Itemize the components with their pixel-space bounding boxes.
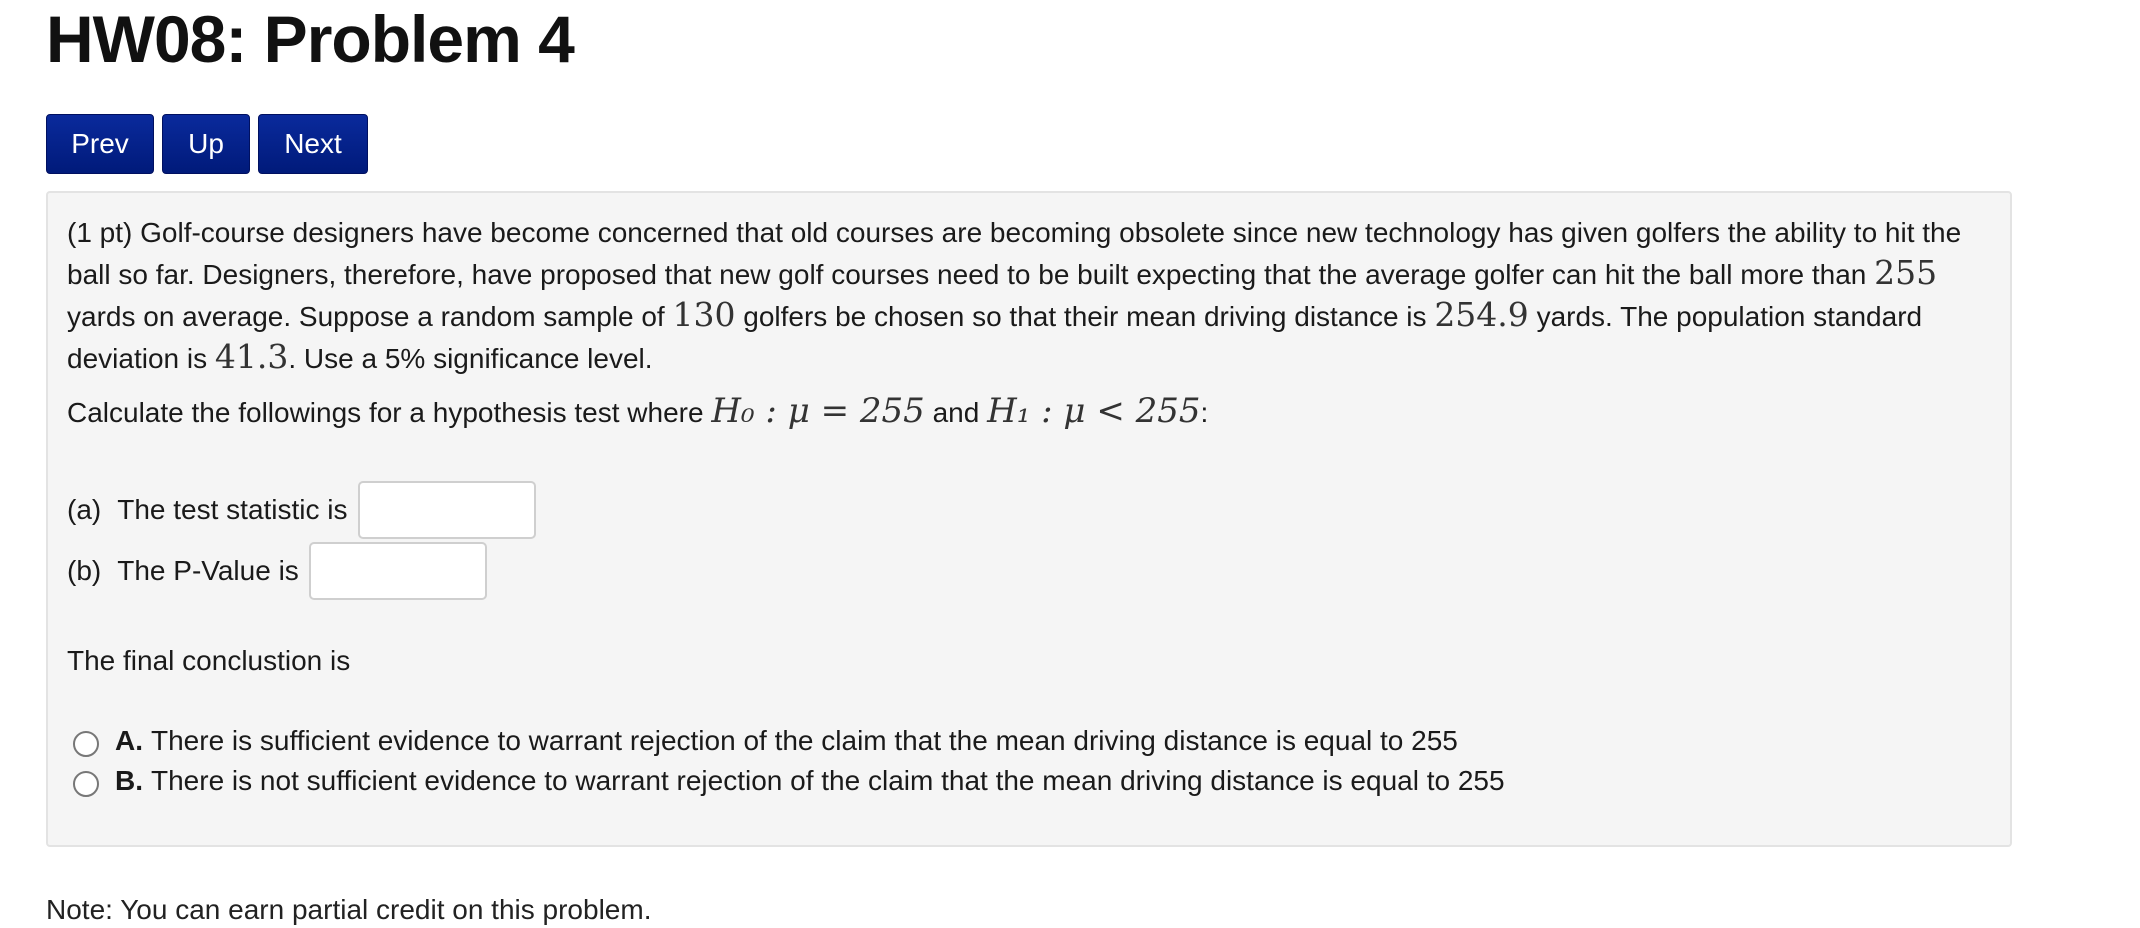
- part-b: [67, 542, 487, 600]
- calc-prefix: Calculate the followings for a hypothesis test where: [67, 397, 712, 428]
- statement-text-4: yards. The population standard deviation is: [67, 301, 1923, 374]
- problem-box: [46, 191, 2012, 847]
- part-b-text: The P-Value is: [117, 555, 299, 586]
- option-a-letter: A.: [115, 725, 143, 756]
- page-title: HW08: Problem 4: [46, 2, 574, 76]
- statement-text-1: (1 pt) Golf-course designers have become concerned that old courses are becoming obsolete since new technology has given golfers the ability to hit the ball so far. Designers, therefore, have proposed that new golf courses need to be built expecting that the average golfer can hit the ball more than: [67, 217, 1962, 290]
- p-value-input[interactable]: [309, 542, 487, 600]
- part-a: [67, 481, 536, 539]
- option-a[interactable]: [73, 723, 1458, 759]
- option-b-radio[interactable]: [73, 771, 99, 797]
- conclusion-label: The final conclustion is: [67, 645, 351, 676]
- null-hypothesis: H₀ : μ = 255: [711, 391, 925, 431]
- option-b[interactable]: [73, 763, 1505, 799]
- next-button[interactable]: Next: [258, 114, 368, 174]
- option-b-text: There is not sufficient evidence to warrant rejection of the claim that the mean driving distance is equal to 255: [151, 765, 1505, 796]
- up-button[interactable]: Up: [162, 114, 250, 174]
- partial-credit-note: Note: You can earn partial credit on this problem.: [46, 894, 652, 925]
- part-b-label: (b): [67, 555, 102, 586]
- option-b-letter: B.: [115, 765, 143, 796]
- calc-mid: and: [924, 397, 988, 428]
- option-a-radio[interactable]: [73, 731, 99, 757]
- statement-text-5: . Use a 5% significance level.: [288, 343, 653, 374]
- prev-button[interactable]: Prev: [46, 114, 154, 174]
- nav-buttons: [46, 114, 368, 174]
- population-sd: 41.3: [214, 337, 289, 376]
- part-a-text: The test statistic is: [117, 494, 348, 525]
- part-a-label: (a): [67, 494, 102, 525]
- alt-hypothesis: H₁ : μ < 255: [987, 391, 1201, 431]
- hypothesis-line: [67, 389, 1208, 435]
- sample-mean: 254.9: [1434, 295, 1529, 334]
- calc-suffix: :: [1200, 397, 1209, 428]
- problem-statement: [67, 213, 1997, 379]
- threshold-value: 255: [1874, 253, 1938, 292]
- statement-text-2: yards on average. Suppose a random sample of: [67, 301, 673, 332]
- sample-size: 130: [672, 295, 736, 334]
- statement-text-3: golfers be chosen so that their mean driving distance is: [735, 301, 1435, 332]
- option-a-text: There is sufficient evidence to warrant rejection of the claim that the mean driving distance is equal to 255: [151, 725, 1458, 756]
- test-statistic-input[interactable]: [358, 481, 536, 539]
